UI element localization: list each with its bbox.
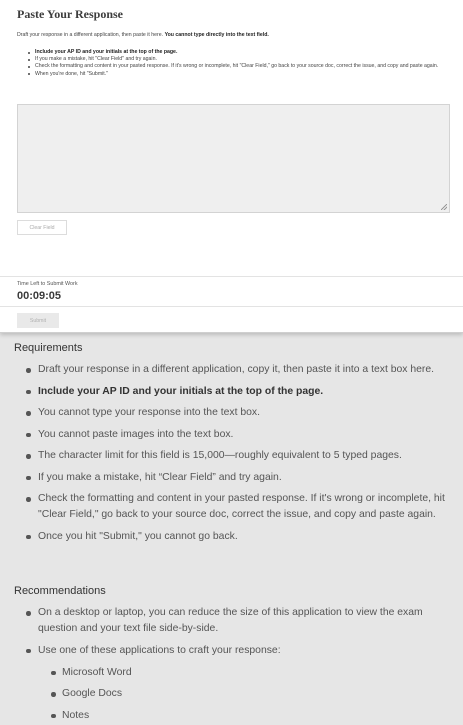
instruction-item: Check the formatting and content in your pasted response. If it's wrong or incomplete, hit "Clear Field," go back to your source doc, correct the issue, and copy and paste again. <box>26 63 446 70</box>
requirements-list <box>22 362 452 545</box>
requirement-item: If you make a mistake, hit “Clear Field” and try again. <box>22 470 452 486</box>
instruction-item: Include your AP ID and your initials at the top of the page. <box>26 49 446 56</box>
requirement-item: You cannot type your response into the text box. <box>22 405 452 421</box>
card-title: Paste Your Response <box>17 7 124 21</box>
app-item: Google Docs <box>48 686 452 702</box>
timer-value: 00:09:05 <box>17 290 62 302</box>
clear-field-button[interactable]: Clear Field <box>17 220 67 235</box>
app-item: Notes <box>48 708 452 724</box>
app-item: Microsoft Word <box>48 665 452 681</box>
recommendation-item: On a desktop or laptop, you can reduce the size of this application to view the exam question and your text file side-by-side. <box>22 605 452 637</box>
divider <box>0 276 463 277</box>
resize-grip-icon[interactable] <box>441 204 447 210</box>
requirement-item: Draft your response in a different application, copy it, then paste it into a text box here. <box>22 362 452 378</box>
divider <box>0 306 463 307</box>
requirements-title: Requirements <box>14 342 83 354</box>
info-panel <box>0 335 463 725</box>
instruction-item: When you're done, hit "Submit." <box>26 71 446 78</box>
intro-bold-text: You cannot type directly into the text field. <box>164 32 269 38</box>
intro-text: Draft your response in a different application, then paste it here. <box>17 32 164 38</box>
paste-response-card <box>0 0 463 333</box>
card-intro <box>17 31 457 39</box>
requirement-item: Once you hit "Submit," you cannot go back. <box>22 529 452 545</box>
recommendations-list <box>22 605 452 725</box>
timer-label: Time Left to Submit Work <box>17 281 78 287</box>
requirement-item: Check the formatting and content in your pasted response. If it's wrong or incomplete, hit "Clear Field," go back to your source doc, correct the issue, and copy and paste again. <box>22 491 452 523</box>
requirement-item: The character limit for this field is 15,000—roughly equivalent to 5 typed pages. <box>22 448 452 464</box>
recommendation-text: Use one of these applications to craft your response: <box>38 644 281 656</box>
submit-button[interactable]: Submit <box>17 313 59 328</box>
recommendations-title: Recommendations <box>14 585 106 597</box>
app-list <box>38 665 452 724</box>
recommendation-item <box>22 643 452 724</box>
instruction-list <box>26 49 446 78</box>
instruction-item: If you make a mistake, hit "Clear Field" and try again. <box>26 56 446 63</box>
response-text-field[interactable] <box>17 104 450 213</box>
requirement-item: You cannot paste images into the text box. <box>22 427 452 443</box>
requirement-item: Include your AP ID and your initials at the top of the page. <box>22 384 452 400</box>
